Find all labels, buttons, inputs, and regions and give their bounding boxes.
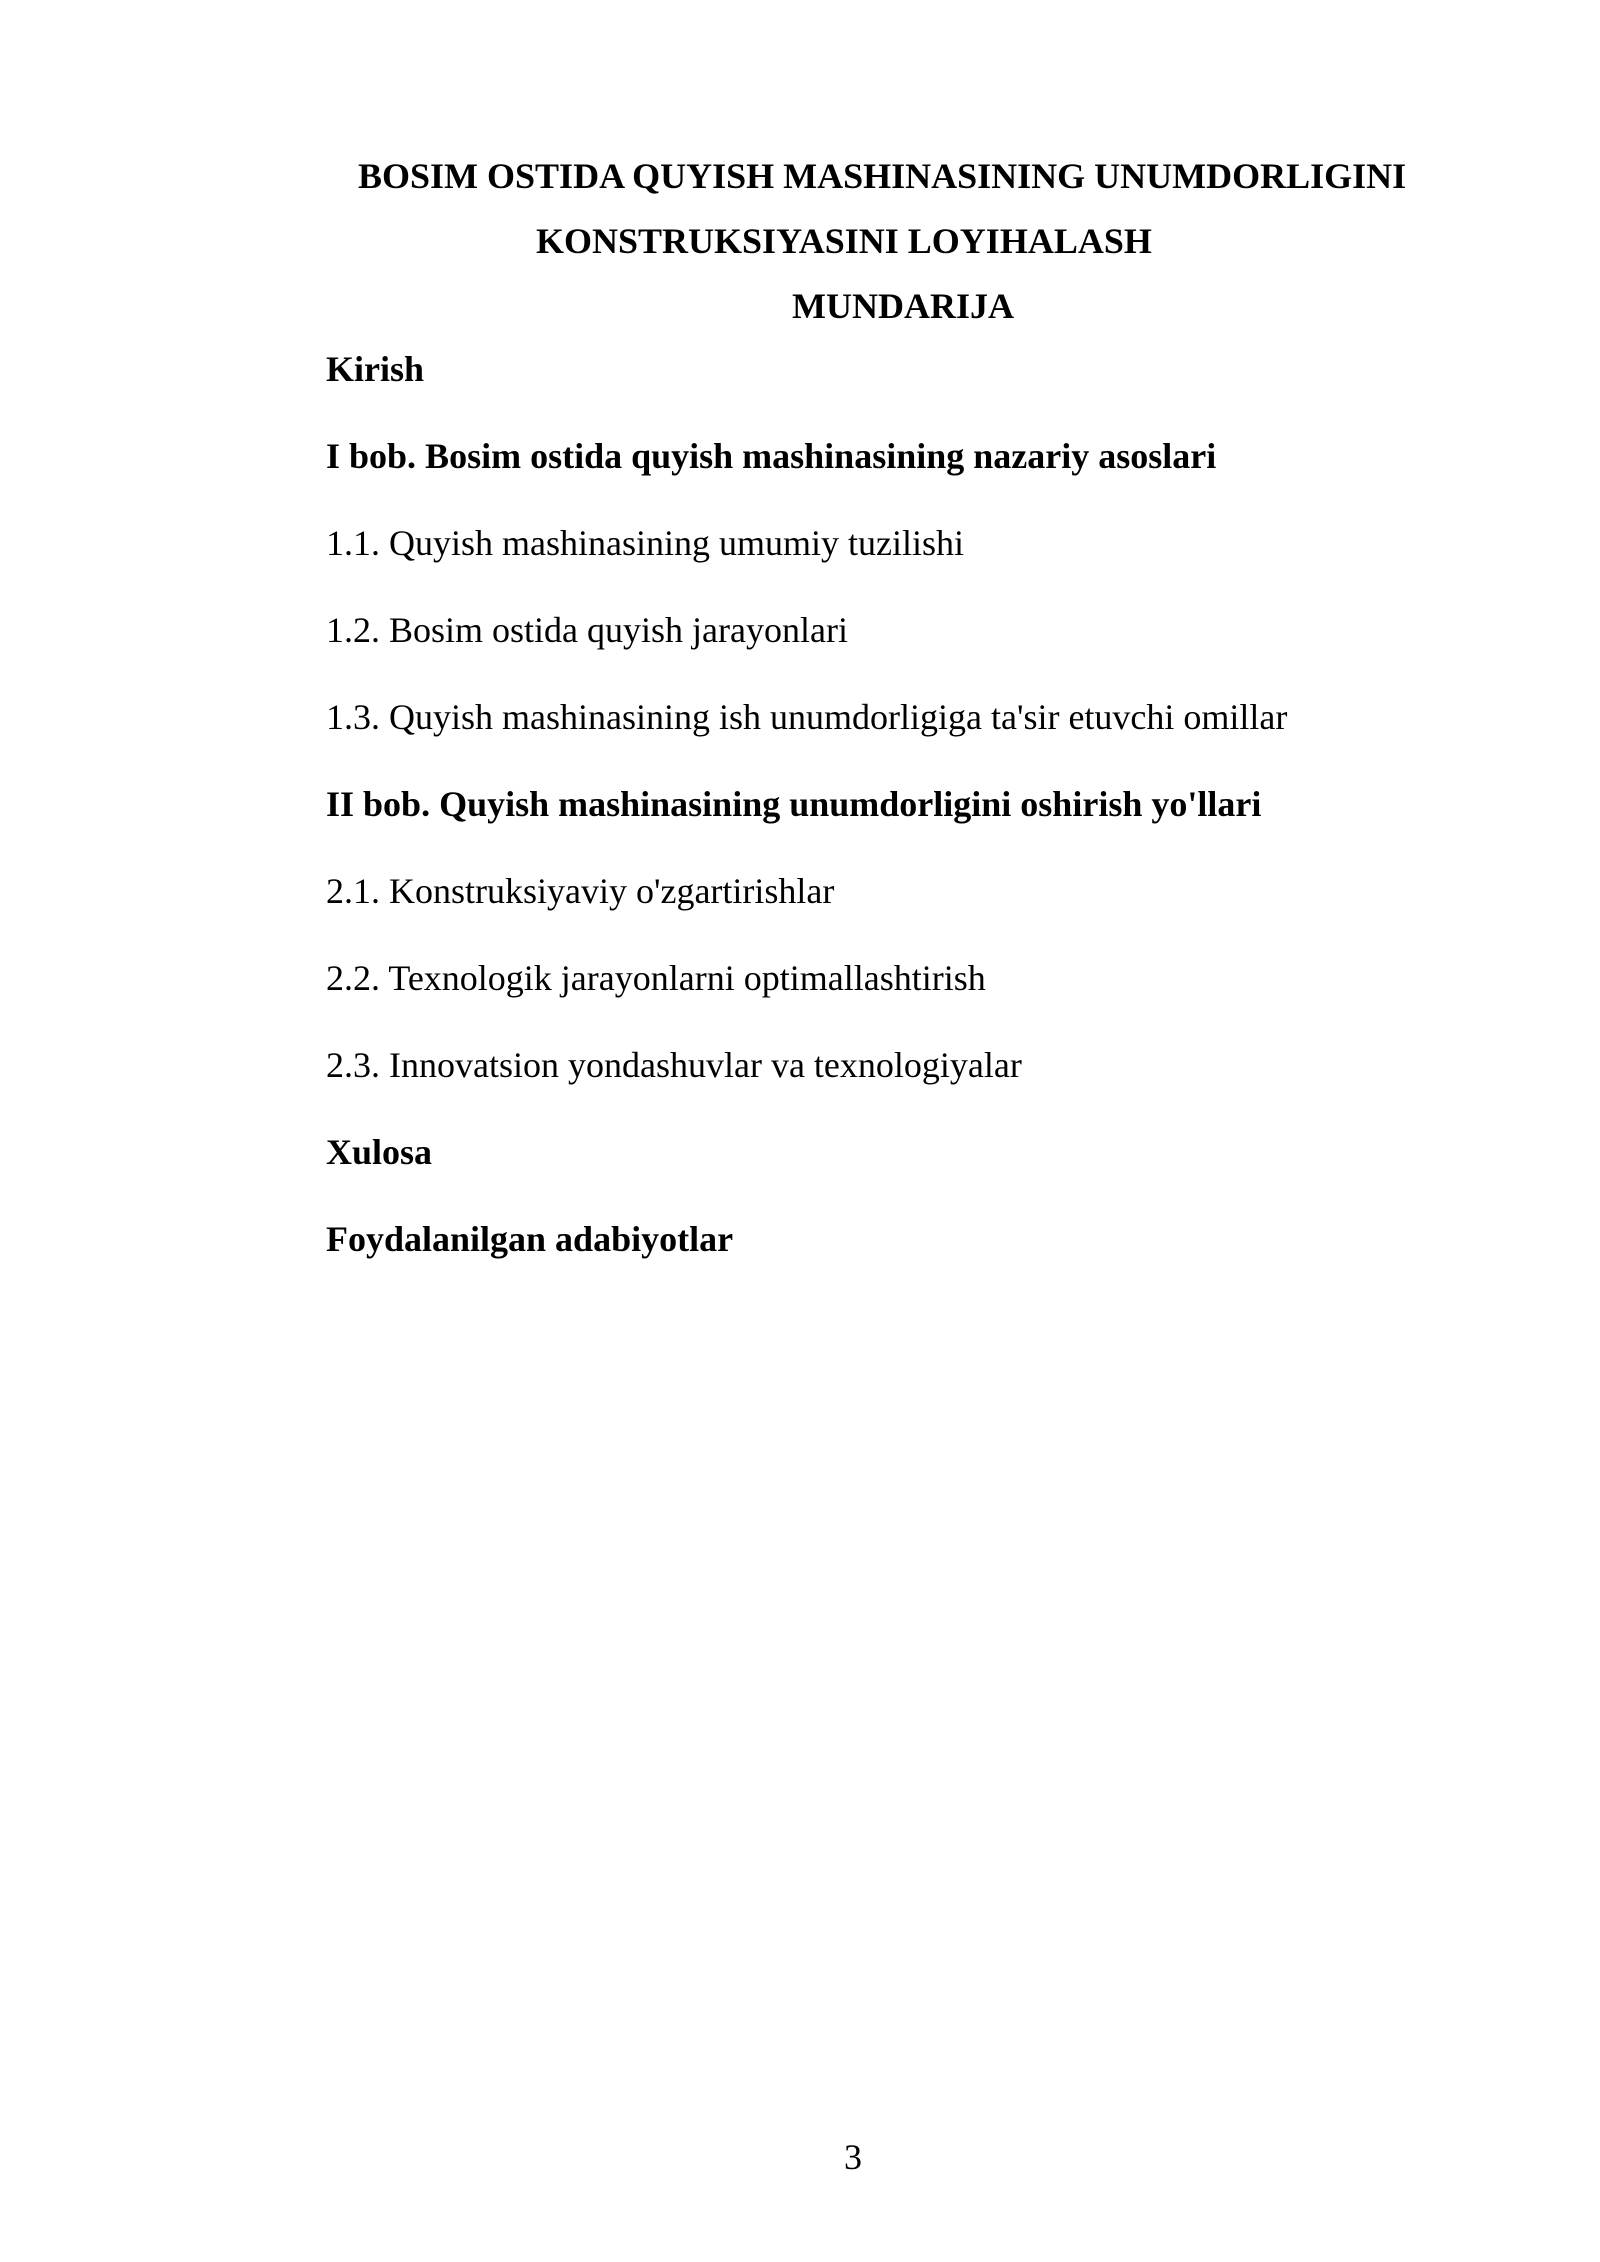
table-of-contents — [326, 349, 1287, 1306]
document-title-line-2: KONSTRUKSIYASINI LOYIHALASH — [536, 221, 1152, 261]
toc-entry-section-2-2: 2.2. Texnologik jarayonlarni optimallashtirish — [326, 958, 986, 998]
toc-entry-references: Foydalanilgan adabiyotlar — [326, 1219, 734, 1259]
toc-entry-section-2-1: 2.1. Konstruksiyaviy o'zgartirishlar — [326, 871, 835, 911]
toc-entry-conclusion: Xulosa — [326, 1132, 433, 1172]
toc-entry-section-2-3: 2.3. Innovatsion yondashuvlar va texnologiyalar — [326, 1045, 1022, 1085]
toc-entry-section-1-3: 1.3. Quyish mashinasining ish unumdorligiga ta'sir etuvchi omillar — [326, 697, 1288, 737]
toc-entry-chapter-1: I bob. Bosim ostida quyish mashinasining nazariy asoslari — [326, 436, 1217, 476]
toc-entry-section-1-1: 1.1. Quyish mashinasining umumiy tuzilishi — [326, 523, 964, 563]
contents-heading: MUNDARIJA — [792, 286, 1014, 326]
document-title-line-1: BOSIM OSTIDA QUYISH MASHINASINING UNUMDORLIGINI — [358, 156, 1407, 196]
toc-entry-introduction: Kirish — [326, 349, 425, 389]
toc-entry-section-1-2: 1.2. Bosim ostida quyish jarayonlari — [326, 610, 848, 650]
page-number: 3 — [844, 2137, 862, 2177]
toc-entry-chapter-2: II bob. Quyish mashinasining unumdorligini oshirish yo'llari — [326, 784, 1262, 824]
